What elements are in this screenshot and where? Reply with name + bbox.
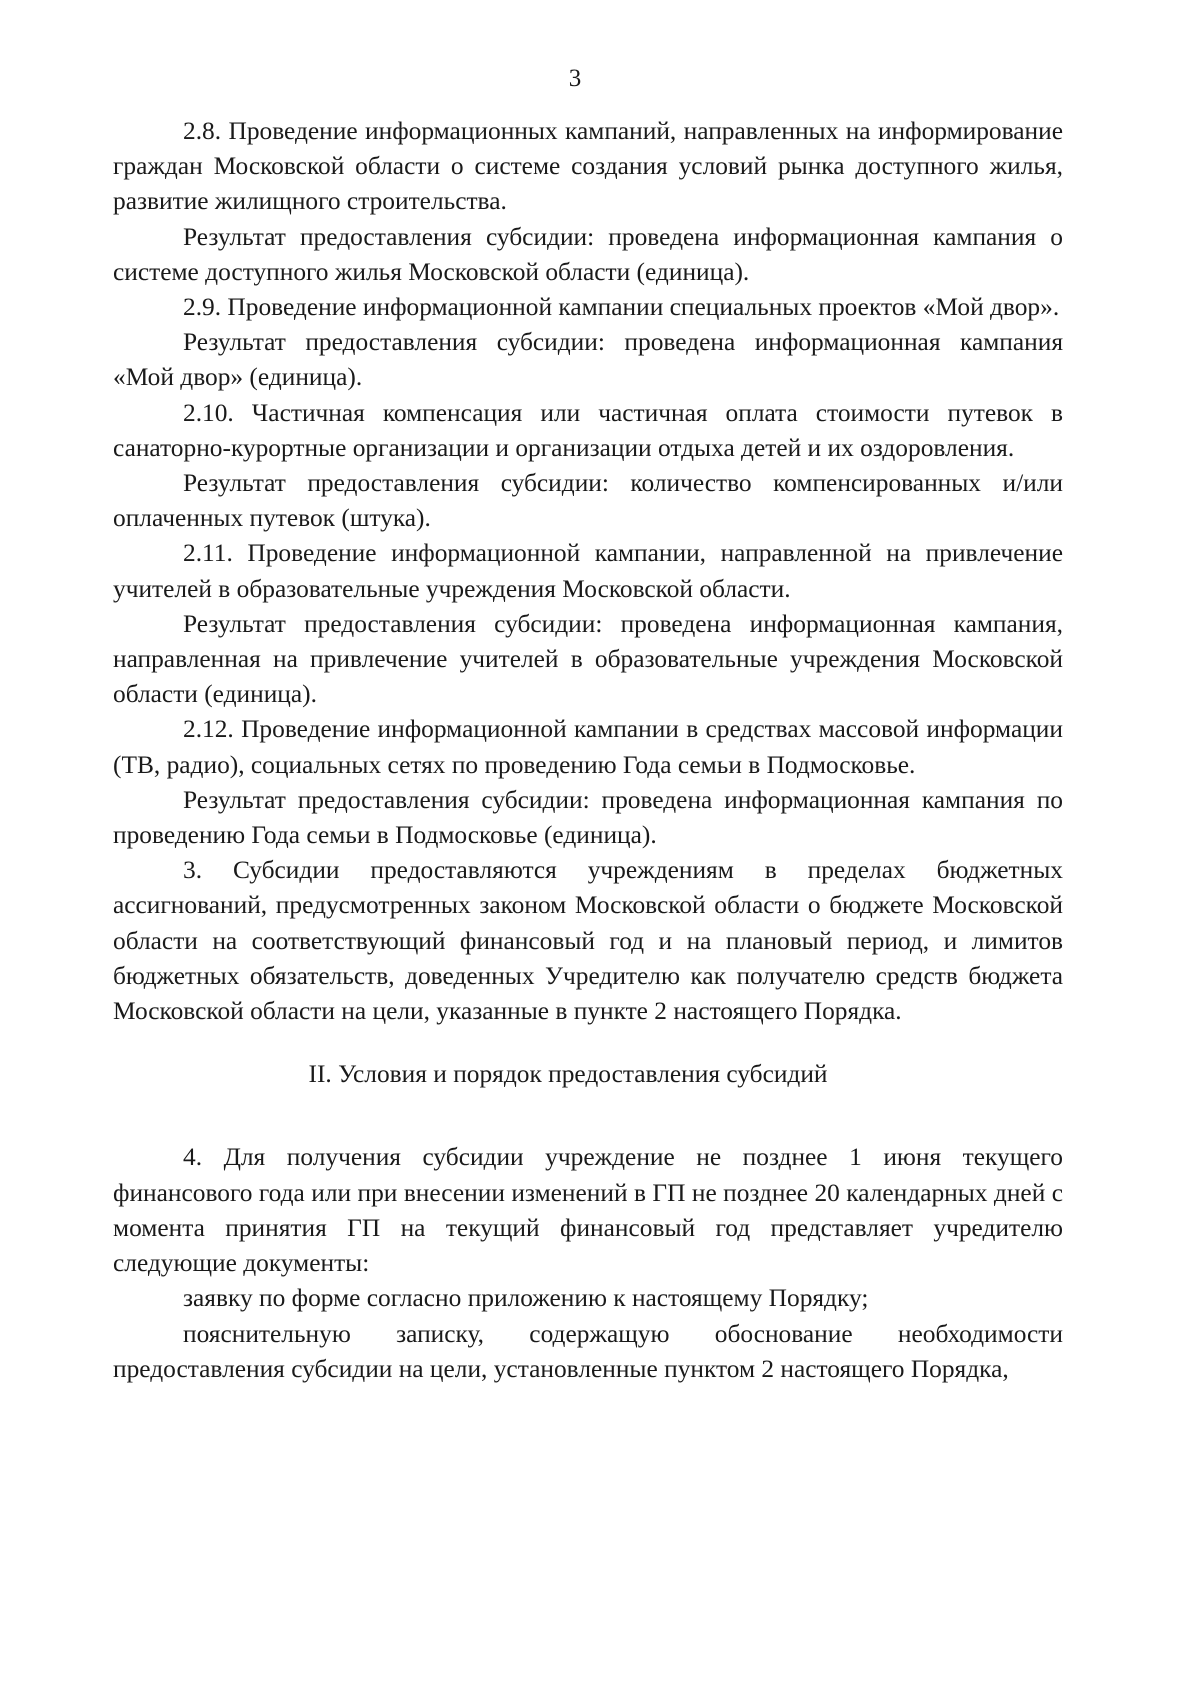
- paragraph-4: 4. Для получения субсидии учреждение не позднее 1 июня текущего финансового года или при внесении изменений в ГП не позднее 20 календарных дней с момента принятия ГП на текущий финансовый год представляет учредителю следующие документы:: [113, 1143, 1063, 1278]
- paragraph-2-11-result: Результат предоставления субсидии: проведена информационная кампания, направленная на привлечение учителей в образовательные учреждения Московской области (единица).: [113, 609, 1063, 709]
- paragraph-2-8: 2.8. Проведение информационных кампаний, направленных на информирование граждан Московской области о системе создания условий рынка доступного жилья, развитие жилищного строительства.: [113, 117, 1063, 216]
- paragraph-3: 3. Субсидии предоставляются учреждениям в пределах бюджетных ассигнований, предусмотренных законом Московской области о бюджете Московской области на соответствующий финансовый год и на плановый период, и лимитов бюджетных обязательств, доведенных Учредителю как получателю средств бюджета Московской области на цели, указанные в пункте 2 настоящего Порядка.: [113, 856, 1063, 1026]
- paragraph-2-11: 2.11. Проведение информационной кампании, направленной на привлечение учителей в образовательные учреждения Московской области.: [113, 539, 1063, 603]
- paragraph-2-9: 2.9. Проведение информационной кампании специальных проектов «Мой двор».: [183, 293, 1060, 322]
- page-number: 3: [568, 65, 582, 92]
- paragraph-2-12-result: Результат предоставления субсидии: проведена информационная кампания по проведению Года семьи в Подмосковье (единица).: [113, 785, 1063, 850]
- paragraph-2-8-result: Результат предоставления субсидии: проведена информационная кампания о системе доступного жилья Московской области (единица).: [113, 222, 1063, 286]
- section-heading: II. Условия и порядок предоставления субсидий: [308, 1060, 828, 1089]
- document-body: [113, 114, 1063, 1387]
- paragraph-4-application: заявку по форме согласно приложению к настоящему Порядку;: [183, 1284, 869, 1313]
- paragraph-2-9-result: Результат предоставления субсидии: проведена информационная кампания «Мой двор» (единица).: [113, 328, 1063, 392]
- paragraph-2-10: 2.10. Частичная компенсация или частичная оплата стоимости путевок в санаторно-курортные организации и организации отдыха детей и их оздоровления.: [113, 398, 1063, 462]
- paragraph-2-10-result: Результат предоставления субсидии: количество компенсированных и/или оплаченных путевок (штука).: [113, 469, 1063, 533]
- paragraph-4-explanatory-note: пояснительную записку, содержащую обоснование необходимости предоставления субсидии на цели, установленные пунктом 2 настоящего Порядка,: [113, 1319, 1063, 1383]
- paragraph-2-12: 2.12. Проведение информационной кампании в средствах массовой информации (ТВ, радио), социальных сетях по проведению Года семьи в Подмосковье.: [113, 715, 1063, 779]
